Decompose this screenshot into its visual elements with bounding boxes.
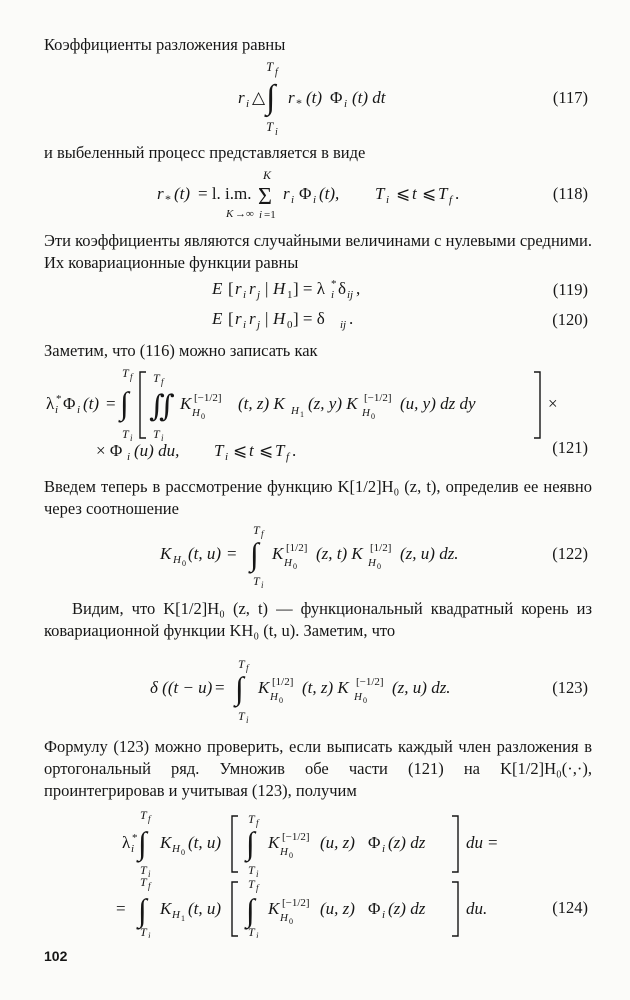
svg-text:∫: ∫ [246, 892, 255, 928]
svg-text:*: * [56, 393, 62, 405]
equation-number-122: (122) [552, 544, 588, 563]
svg-text:K: K [258, 678, 270, 697]
svg-text:δ ((t − u): δ ((t − u) [150, 678, 213, 697]
svg-text:Φ: Φ [368, 899, 381, 918]
svg-text:K: K [268, 899, 280, 918]
svg-text:[1/2]: [1/2] [272, 676, 294, 688]
svg-text:0: 0 [377, 562, 381, 571]
page-number: 102 [44, 948, 68, 964]
svg-text:×: × [548, 394, 558, 413]
svg-text:H: H [192, 407, 200, 419]
svg-text:i: i [148, 869, 151, 879]
svg-text:(z, u) dz.: (z, u) dz. [400, 544, 459, 563]
svg-text:r: r [235, 279, 242, 298]
svg-text:δ: δ [338, 279, 347, 298]
svg-text:(z) dz: (z) dz [388, 833, 426, 852]
svg-text:.: . [292, 441, 297, 460]
svg-text:(u, y) dz dy: (u, y) dz dy [400, 394, 476, 413]
svg-text:T: T [140, 875, 147, 889]
svg-text:T: T [266, 59, 274, 74]
svg-text:i: i [256, 931, 259, 938]
svg-text:H: H [173, 554, 181, 566]
svg-text:T: T [238, 657, 245, 671]
svg-text:T: T [275, 441, 285, 460]
svg-text:T: T [140, 925, 147, 938]
svg-text:t: t [412, 184, 417, 203]
svg-text:⩽: ⩽ [422, 184, 437, 203]
svg-text:T: T [438, 184, 448, 203]
svg-text:K: K [263, 168, 272, 182]
svg-text:0: 0 [181, 848, 185, 857]
svg-text:*: * [331, 278, 337, 290]
svg-text:[1/2]: [1/2] [286, 542, 308, 554]
paragraph-2: и выбеленный процесс представляется в виде [44, 143, 366, 162]
svg-text:=1: =1 [264, 209, 276, 221]
svg-text:H: H [362, 407, 370, 419]
svg-text:[: [ [228, 279, 234, 298]
svg-text:=: = [227, 544, 237, 563]
paragraph-5: Введем теперь в рассмотрение функцию K[1/2]H₀ (z, t), определив ее неявно через соотношение [44, 477, 592, 518]
svg-text:(u, z): (u, z) [320, 899, 355, 918]
svg-text:f: f [130, 372, 133, 382]
svg-text:T: T [122, 427, 129, 441]
svg-text:f: f [275, 67, 278, 78]
svg-text:du.: du. [466, 899, 488, 918]
svg-text:i: i [275, 127, 278, 138]
svg-text:*: * [132, 832, 138, 844]
svg-text:△: △ [252, 88, 266, 107]
svg-text:λ: λ [46, 394, 55, 413]
formula-119 [0, 276, 630, 304]
svg-text:r: r [249, 279, 256, 298]
svg-text:[−1/2]: [−1/2] [282, 897, 310, 909]
svg-text:f: f [256, 883, 259, 893]
svg-text:[−1/2]: [−1/2] [356, 676, 384, 688]
svg-text:[: [ [228, 309, 234, 328]
svg-text:f: f [286, 451, 290, 463]
svg-text:K: K [180, 394, 192, 413]
svg-text:0: 0 [201, 412, 205, 421]
svg-text:r: r [235, 309, 242, 328]
svg-text:*: * [165, 192, 171, 206]
svg-text:(z, t) K: (z, t) K [316, 544, 363, 563]
svg-text:i: i [130, 433, 133, 443]
svg-text:T: T [253, 574, 260, 588]
svg-text:f: f [261, 529, 264, 539]
svg-text:|: | [265, 309, 269, 328]
svg-text:(t) dt: (t) dt [352, 88, 386, 107]
svg-text:j: j [257, 289, 261, 301]
svg-text:K: K [226, 208, 234, 220]
svg-text:∫: ∫ [250, 536, 259, 572]
svg-text:du: du [466, 833, 483, 852]
svg-text:K: K [268, 833, 280, 852]
svg-text:(z, y) K: (z, y) K [308, 394, 358, 413]
paragraph-6: Видим, что K[1/2]H₀ (z, t) — функциональный квадратный корень из ковариационной функции KH₀ (t, u). Заметим, что [44, 599, 592, 640]
svg-text:T: T [248, 877, 255, 891]
svg-text:(t, u): (t, u) [188, 544, 222, 563]
formula-123 [0, 656, 630, 726]
svg-text:i: i [382, 843, 386, 855]
svg-text:r: r [157, 184, 164, 203]
paragraph-7: Формулу (123) можно проверить, если выписать каждый член разложения в ортогональный ряд. Умножив обе части (121) на K[1/2]H₀(·,·), проинтегрировав и учитывая (123), получим [44, 737, 592, 800]
svg-text:(t): (t) [174, 184, 191, 203]
svg-text:j: j [257, 319, 261, 331]
svg-text:H: H [354, 691, 362, 703]
svg-text:f: f [449, 194, 453, 206]
svg-text:0: 0 [182, 559, 186, 568]
svg-text:f: f [256, 818, 259, 828]
equation-number-121: (121) [552, 438, 588, 457]
svg-text:t: t [249, 441, 254, 460]
svg-text:0: 0 [293, 562, 297, 571]
formula-122 [0, 522, 630, 592]
svg-text:*: * [296, 96, 302, 110]
svg-text:f: f [148, 881, 151, 891]
svg-text:[−1/2]: [−1/2] [194, 392, 222, 404]
svg-text:0: 0 [289, 851, 293, 860]
svg-text:⩽: ⩽ [233, 441, 248, 460]
svg-text:1: 1 [300, 410, 304, 419]
svg-text:∫: ∫ [235, 670, 244, 706]
svg-text:T: T [214, 441, 224, 460]
svg-text:T: T [238, 709, 245, 723]
svg-text:T: T [248, 925, 255, 938]
svg-text:K: K [160, 544, 172, 563]
svg-text:i: i [386, 194, 390, 206]
svg-text:i: i [246, 98, 250, 110]
svg-text:|: | [265, 279, 269, 298]
paragraph-1: Коэффициенты разложения равны [44, 35, 286, 54]
svg-text:T: T [248, 812, 255, 826]
svg-text:H: H [270, 691, 278, 703]
svg-text:.: . [455, 184, 460, 203]
svg-text:1: 1 [181, 914, 185, 923]
svg-text:0: 0 [363, 696, 367, 705]
svg-text:i: i [246, 715, 249, 725]
svg-text:T: T [140, 863, 147, 877]
svg-text:r: r [283, 184, 290, 203]
svg-text:K: K [272, 544, 284, 563]
svg-text:= l. i.m.: = l. i.m. [198, 184, 252, 203]
svg-text:(t, z) K: (t, z) K [238, 394, 285, 413]
svg-text:(t): (t) [306, 88, 323, 107]
svg-text:0: 0 [289, 917, 293, 926]
svg-text:i: i [344, 98, 348, 110]
svg-text:∫: ∫ [120, 385, 129, 421]
svg-text:T: T [248, 863, 255, 877]
paragraph-3: Эти коэффициенты являются случайными величинами с нулевыми средними. Их ковариационные функции равны [44, 231, 592, 272]
svg-text:i: i [148, 931, 151, 938]
svg-text:1: 1 [287, 289, 293, 301]
svg-text:(t),: (t), [319, 184, 340, 203]
svg-text:f: f [148, 814, 151, 824]
svg-text:(t): (t) [83, 394, 100, 413]
svg-text:0: 0 [371, 412, 375, 421]
svg-text:i: i [127, 451, 131, 463]
svg-text:ij: ij [347, 289, 354, 301]
svg-text:Φ: Φ [330, 88, 343, 107]
svg-text:T: T [253, 523, 260, 537]
svg-text:(t, z) K: (t, z) K [302, 678, 349, 697]
svg-text:i: i [243, 319, 247, 331]
svg-text:→∞: →∞ [235, 208, 254, 220]
svg-text:E: E [212, 279, 223, 298]
svg-text:[−1/2]: [−1/2] [364, 392, 392, 404]
svg-text:i: i [313, 194, 317, 206]
svg-text:=: = [106, 394, 116, 413]
paragraph-4: Заметим, что (116) можно записать как [44, 341, 318, 360]
svg-text:∬: ∬ [149, 390, 175, 423]
formula-124 [0, 808, 630, 938]
svg-text:(u, z): (u, z) [320, 833, 355, 852]
svg-text:T: T [153, 427, 160, 441]
svg-text:[1/2]: [1/2] [370, 542, 392, 554]
svg-text:i: i [225, 451, 229, 463]
svg-text:H: H [284, 557, 292, 569]
equation-number-120: (120) [552, 310, 588, 329]
svg-text:r: r [249, 309, 256, 328]
svg-text:H: H [172, 909, 180, 921]
svg-text:=: = [116, 899, 126, 918]
svg-text:i: i [161, 433, 164, 443]
svg-text:(t, u): (t, u) [188, 899, 222, 918]
equation-number-123: (123) [552, 678, 588, 697]
svg-text:(z) dz: (z) dz [388, 899, 426, 918]
svg-text:f: f [161, 377, 164, 387]
svg-text:i: i [331, 289, 335, 301]
svg-text:Φ: Φ [63, 394, 76, 413]
svg-text:=: = [488, 833, 498, 852]
svg-text:Φ: Φ [368, 833, 381, 852]
svg-text:Φ: Φ [299, 184, 312, 203]
svg-text:0: 0 [287, 319, 293, 331]
svg-text:∫: ∫ [246, 825, 255, 861]
svg-text:λ: λ [122, 833, 131, 852]
svg-text:i: i [131, 843, 135, 855]
svg-text:[−1/2]: [−1/2] [282, 831, 310, 843]
equation-number-119: (119) [552, 280, 588, 299]
svg-text:⩽: ⩽ [259, 441, 274, 460]
svg-text:T: T [140, 808, 147, 822]
svg-text:i: i [261, 580, 264, 590]
svg-text:H: H [280, 912, 288, 924]
svg-text:i: i [243, 289, 247, 301]
svg-text:H: H [280, 846, 288, 858]
svg-text:(z, u) dz.: (z, u) dz. [392, 678, 451, 697]
svg-text:] = δ: ] = δ [293, 309, 325, 328]
svg-text:H: H [273, 279, 286, 298]
svg-text:⩽: ⩽ [396, 184, 411, 203]
formula-117 [0, 58, 630, 138]
svg-text:ij: ij [340, 319, 347, 331]
svg-text:i: i [259, 209, 263, 221]
svg-text:H: H [368, 557, 376, 569]
svg-text:T: T [153, 371, 160, 385]
svg-text:r: r [288, 88, 295, 107]
svg-text:∫: ∫ [266, 79, 276, 116]
formula-120 [0, 306, 630, 334]
svg-text:i: i [256, 869, 259, 879]
svg-text:T: T [375, 184, 385, 203]
svg-text:i: i [291, 194, 295, 206]
svg-text:=: = [215, 678, 225, 697]
formula-121 [0, 366, 630, 466]
svg-text:E: E [212, 309, 223, 328]
svg-text:T: T [266, 119, 274, 134]
svg-text:.: . [349, 309, 354, 328]
svg-text:r: r [238, 88, 245, 107]
svg-text:H: H [291, 405, 299, 417]
svg-text:K: K [160, 833, 172, 852]
svg-text:,: , [356, 279, 361, 298]
svg-text:∫: ∫ [138, 892, 147, 928]
svg-text:i: i [382, 909, 386, 921]
svg-text:i: i [77, 404, 81, 416]
svg-text:K: K [160, 899, 172, 918]
svg-text:f: f [246, 663, 249, 673]
svg-text:i: i [55, 404, 59, 416]
svg-text:× Φ: × Φ [96, 441, 123, 460]
equation-number-118: (118) [552, 184, 588, 203]
equation-number-117: (117) [552, 88, 588, 107]
equation-number-124: (124) [552, 898, 588, 917]
svg-text:H: H [273, 309, 286, 328]
svg-text:(t, u): (t, u) [188, 833, 222, 852]
svg-text:T: T [122, 366, 129, 380]
svg-text:Σ: Σ [258, 184, 272, 210]
formula-118 [0, 166, 630, 228]
svg-text:0: 0 [279, 696, 283, 705]
svg-text:H: H [172, 843, 180, 855]
svg-text:∫: ∫ [138, 825, 147, 861]
svg-text:(u) du,: (u) du, [134, 441, 180, 460]
svg-text:] = λ: ] = λ [293, 279, 325, 298]
